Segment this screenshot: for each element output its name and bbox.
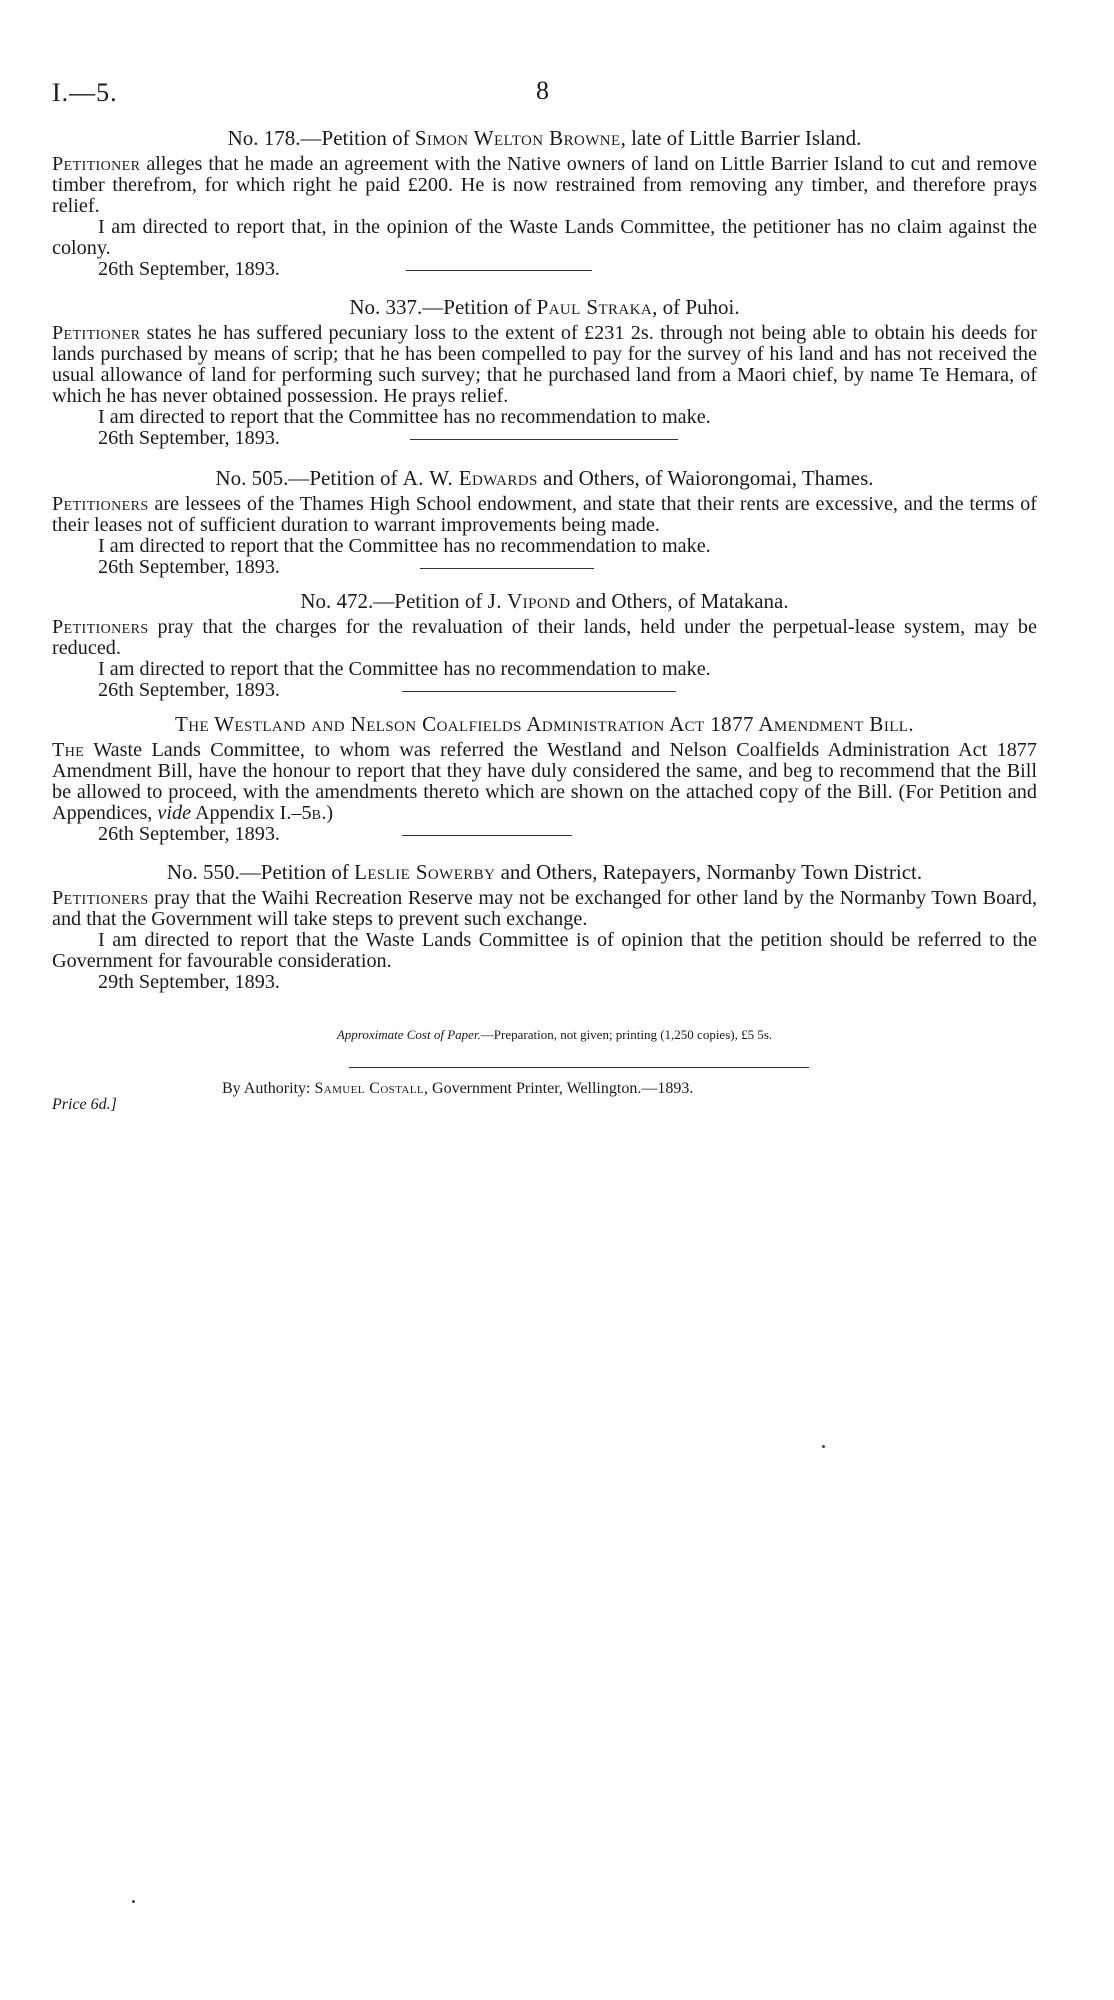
body-tail: Appendix I.–5 xyxy=(191,802,312,824)
body-end: .) xyxy=(321,802,334,824)
heading-suffix: and Others, Ratepayers, Normanby Town District. xyxy=(495,860,923,884)
petition-section xyxy=(52,468,1037,579)
body-text: pray that the charges for the revaluation of their lands, held under the perpetual-lease system, may be reduced. xyxy=(52,616,1037,659)
heading-prefix: No. 550.—Petition of xyxy=(166,860,355,884)
bill-body xyxy=(52,740,1037,824)
petition-heading xyxy=(52,297,1037,318)
petitioner-name: J. Vipond xyxy=(487,589,571,613)
section-divider xyxy=(420,568,594,569)
petitioner-name: Leslie Sowerby xyxy=(354,860,496,884)
body-text: states he has suffered pecuniary loss to the extent of £231 2s. through not being able to obtain his deeds for lands purchased by means of scrip; that he has been compelled to pay for the survey of his land and has not received the usual allowance of land for performing such survey; that he purchased land from a Maori chief, by name Te Hemara, of which he has never obtained possession. He prays relief. xyxy=(52,322,1037,407)
petition-body xyxy=(52,888,1037,930)
report-date: 26th September, 1893. xyxy=(98,258,280,280)
cost-text: —Preparation, not given; printing (1,250 copies), £5 5s. xyxy=(480,1027,773,1042)
date-row xyxy=(52,557,1037,579)
petition-heading xyxy=(52,128,1037,149)
petitioner-name: Simon Welton Browne xyxy=(414,126,621,150)
date-row xyxy=(52,428,1037,450)
body-text: pray that the Waihi Recreation Reserve may not be exchanged for other land by the Normanby Town Board, and that the Government will take steps to prevent such exchange. xyxy=(52,887,1037,930)
page-number: 8 xyxy=(536,76,549,105)
committee-report: I am directed to report that the Committee has no recommendation to make. xyxy=(98,535,711,557)
printer-name: Samuel Costall xyxy=(314,1080,425,1097)
section-divider xyxy=(402,835,572,836)
body-text: Waste Lands Committee, to whom was referred the Westland and Nelson Coalfields Administration Act 1877 Amendment Bill, have the honour to report that they have duly considered the same, and beg to recommend that the Bill be allowed to proceed, with the amendments thereto which are shown on the attached copy of the Bill. (For Petition and Appendices, xyxy=(52,739,1037,824)
printer-imprint xyxy=(222,1078,693,1099)
bill-section xyxy=(52,714,1037,846)
date-row xyxy=(52,259,1037,281)
document-body xyxy=(52,128,1037,1114)
report-date: 26th September, 1893. xyxy=(98,823,280,845)
petition-section xyxy=(52,862,1037,994)
cost-of-paper xyxy=(52,1024,1037,1045)
heading-suffix: , late of Little Barrier Island. xyxy=(620,126,862,150)
petitioner-name: Paul Straka xyxy=(536,295,653,319)
committee-report: I am directed to report that, in the opinion of the Waste Lands Committee, the petitioner has no claim against the colony. xyxy=(52,216,1037,259)
report-date: 26th September, 1893. xyxy=(98,427,280,449)
heading-suffix: and Others, of Waiorongomai, Thames. xyxy=(537,466,874,490)
report-date: 26th September, 1893. xyxy=(98,679,280,701)
petition-section xyxy=(52,591,1037,702)
date-row xyxy=(52,972,1037,994)
petition-heading xyxy=(52,468,1037,489)
body-lead: Petitioners xyxy=(52,493,149,515)
body-text: are lessees of the Thames High School endowment, and state that their rents are excessive, and the terms of their leases not of sufficient duration to warrant improvements being made. xyxy=(52,493,1037,536)
committee-report: I am directed to report that the Waste Lands Committee is of opinion that the petition should be referred to the Government for favourable consideration. xyxy=(52,929,1037,972)
running-head xyxy=(52,78,1032,108)
heading-prefix: No. 178.—Petition of xyxy=(227,126,415,150)
report-date: 29th September, 1893. xyxy=(98,971,280,993)
section-divider xyxy=(406,270,592,271)
petition-heading xyxy=(52,591,1037,612)
appendix-suffix: b xyxy=(311,802,322,824)
scan-speck xyxy=(132,1900,135,1903)
heading-suffix: and Others, of Matakana. xyxy=(570,589,789,613)
petition-section xyxy=(52,297,1037,450)
petition-section xyxy=(52,128,1037,281)
vide-word: vide xyxy=(157,802,192,824)
cost-label: Approximate Cost of Paper. xyxy=(336,1027,481,1042)
petition-heading xyxy=(52,862,1037,883)
bill-heading: The Westland and Nelson Coalfields Administration Act 1877 Amendment Bill. xyxy=(174,712,915,736)
petition-body xyxy=(52,617,1037,659)
imprint-row xyxy=(52,1074,1037,1114)
document-reference: I.—5. xyxy=(52,78,118,107)
section-divider xyxy=(410,439,678,440)
report-date: 26th September, 1893. xyxy=(98,556,280,578)
date-row xyxy=(52,680,1037,702)
body-lead: Petitioners xyxy=(52,616,149,638)
heading-prefix: No. 337.—Petition of xyxy=(349,295,537,319)
body-lead: Petitioners xyxy=(52,887,149,909)
authority-prefix: By Authority: xyxy=(222,1080,315,1097)
petition-body xyxy=(52,154,1037,217)
heading-prefix: No. 472.—Petition of xyxy=(300,589,488,613)
footer-divider xyxy=(349,1067,809,1068)
petition-body xyxy=(52,494,1037,536)
committee-report: I am directed to report that the Committee has no recommendation to make. xyxy=(98,658,711,680)
body-lead: Petitioner xyxy=(52,322,141,344)
committee-report: I am directed to report that the Committee has no recommendation to make. xyxy=(98,406,711,428)
petition-body xyxy=(52,323,1037,407)
scan-speck xyxy=(822,1445,825,1448)
section-divider xyxy=(402,691,676,692)
petitioner-name: A. W. Edwards xyxy=(402,466,538,490)
body-text: alleges that he made an agreement with the Native owners of land on Little Barrier Island to cut and remove timber therefrom, for which right he paid £200. He is now restrained from removing any timber, and therefore prays relief. xyxy=(52,153,1037,217)
body-lead: The xyxy=(52,739,85,761)
authority-suffix: , Government Printer, Wellington.—1893. xyxy=(424,1080,694,1097)
heading-suffix: , of Puhoi. xyxy=(652,295,740,319)
heading-prefix: No. 505.—Petition of xyxy=(215,466,403,490)
body-lead: Petitioner xyxy=(52,153,141,175)
date-row xyxy=(52,824,1037,846)
price: Price 6d.] xyxy=(52,1096,117,1113)
